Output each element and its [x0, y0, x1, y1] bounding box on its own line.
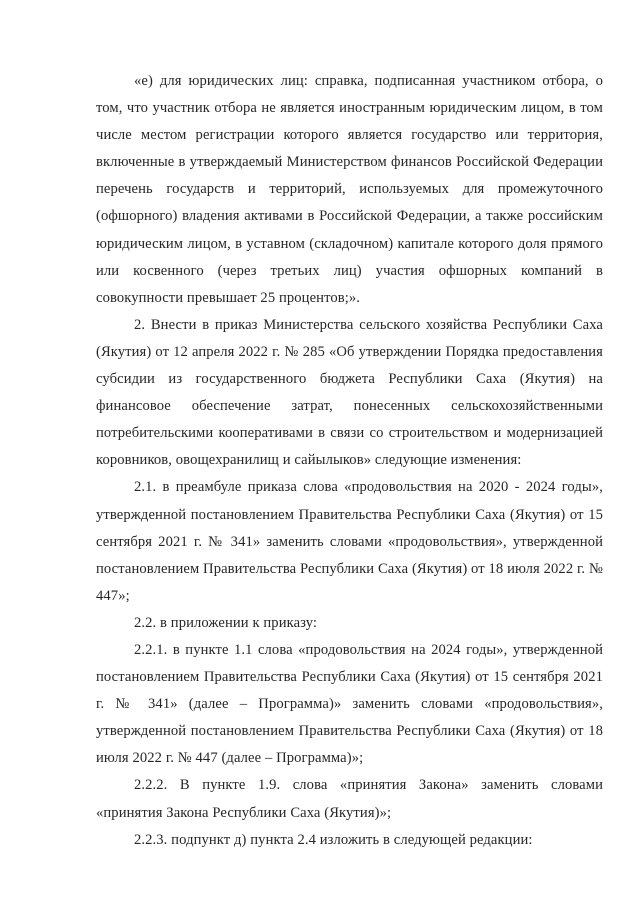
paragraph-item-2-2-1: 2.2.1. в пункте 1.1 слова «продовольствия на 2024 годы», утвержденной постановлением Правительства Республики Саха (Якутия) от 15 сентября 2021 г. № 341» (далее – Программа)» заменить словами «продовольствия», утвержденной постановлением Правительства Республики Саха (Якутия) от 18 июля 2022 г. № 447 (далее – Программа)»; [96, 641, 603, 767]
paragraph-subclause-e: «е) для юридических лиц: справка, подписанная участником отбора, о том, что участник отбора не является иностранным юридическим лицом, в том числе местом регистрации которого является государство или территория, включенные в утверждаемый Министерством финансов Российской Федерации перечень государств и территорий, используемых для промежуточного (офшорного) владения активами в Российской Федерации, а также российским юридическим лицом, в уставном (складочном) капитале которого доля прямого или косвенного (через третьих лиц) участия офшорных компаний в совокупности превышает 25 процентов;». [96, 73, 603, 306]
paragraph-item-2-2-3: 2.2.3. подпункт д) пункта 2.4 изложить в следующей редакции: [134, 831, 533, 848]
document-page [96, 68, 603, 854]
paragraph-item-2-2-2: 2.2.2. В пункте 1.9. слова «принятия Закона» заменить словами «принятия Закона Республики Саха (Якутия)»; [96, 777, 603, 821]
paragraph-item-2-2: 2.2. в приложении к приказу: [134, 614, 318, 631]
paragraph-item-2-1: 2.1. в преамбуле приказа слова «продовольствия на 2020 - 2024 годы», утвержденной постановлением Правительства Республики Саха (Якутия) от 15 сентября 2021 г. № 341» заменить словами «продовольствия», утвержденной постановлением Правительства Республики Саха (Якутия) от 18 июля 2022 г. № 447»; [96, 479, 603, 604]
paragraph-item-2: 2. Внести в приказ Министерства сельского хозяйства Республики Саха (Якутия) от 12 апреля 2022 г. № 285 «Об утверждении Порядка предоставления субсидии из государственного бюджета Республики Саха (Якутия) на финансовое обеспечение затрат, понесенных сельскохозяйственными потребительскими кооперативами в связи со строительством и модернизацией коровников, овощехранилищ и сайылыков» следующие изменения: [96, 316, 603, 469]
